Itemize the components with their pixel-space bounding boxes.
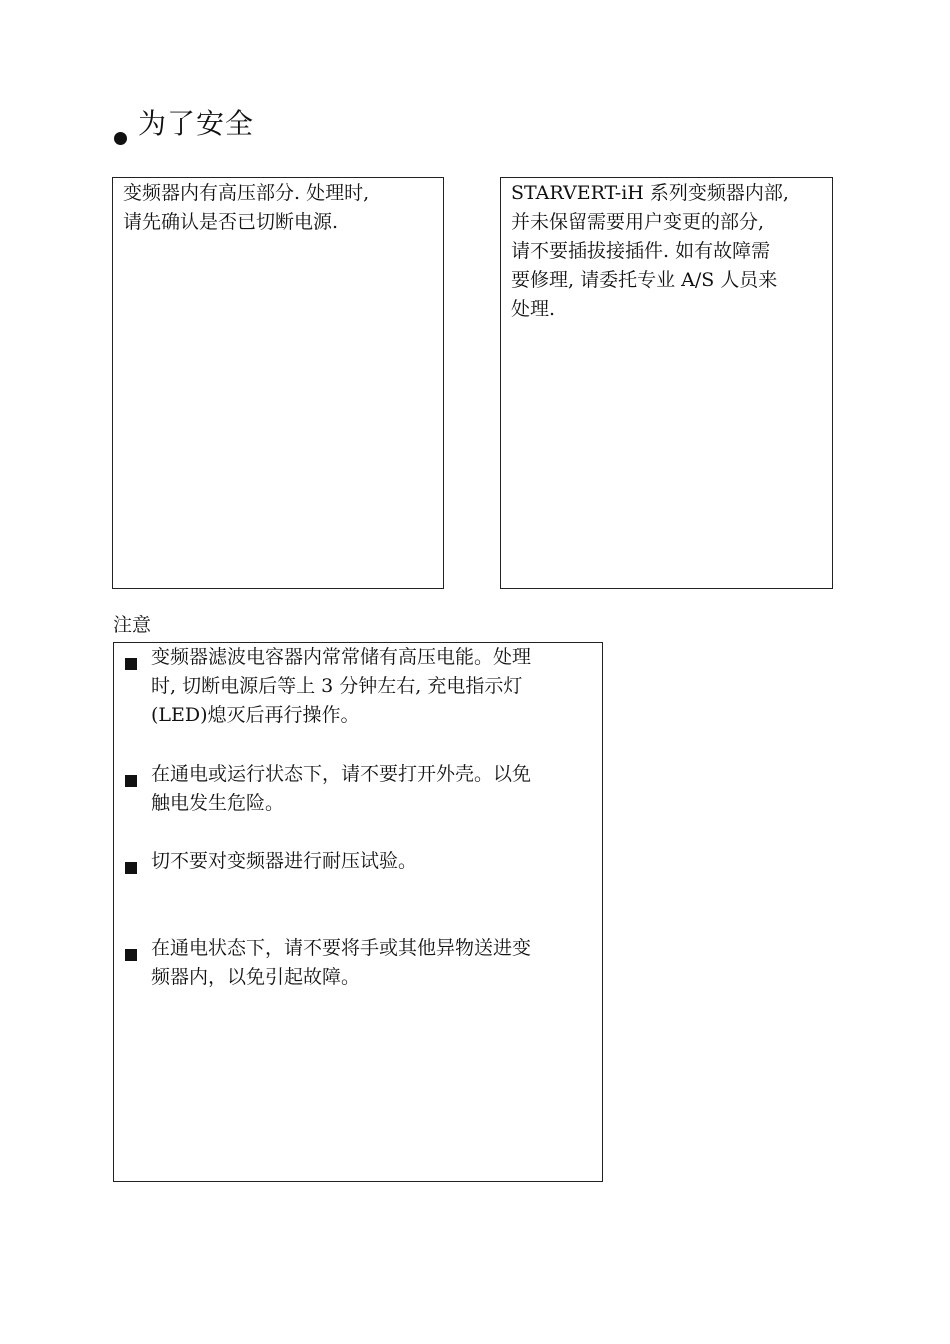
warning-text-no-user-parts: STARVERT-iH 系列变频器内部, 并未保留需要用户变更的部分, 请不要插拔接插件. 如有故障需 要修理, 请委托专业 A/S 人员来 处理.: [511, 182, 789, 320]
caution-item-text: 切不要对变频器进行耐压试验。: [151, 850, 418, 872]
round-bullet-icon: [114, 132, 127, 145]
warning-box-no-user-parts: [500, 177, 833, 589]
caution-item: [122, 760, 596, 818]
caution-box: [113, 642, 603, 1182]
caution-item: [122, 847, 596, 876]
square-bullet-icon: [125, 658, 137, 670]
square-bullet-icon: [125, 862, 137, 874]
caution-item: [122, 934, 596, 992]
caution-item-text: 在通电或运行状态下，请不要打开外壳。以免 触电发生危险。: [151, 763, 532, 814]
square-bullet-icon: [125, 949, 137, 961]
caution-item: [122, 643, 596, 730]
caution-item-text: 在通电状态下，请不要将手或其他异物送进变 频器内，以免引起故障。: [151, 937, 532, 988]
caution-item-text: 变频器滤波电容器内常常储有高压电能。处理 时, 切断电源后等上 3 分钟左右, 充电指示灯 (LED)熄灭后再行操作。: [151, 646, 532, 726]
section-heading: [114, 104, 254, 152]
warning-text-high-voltage: 变频器内有高压部分. 处理时, 请先确认是否已切断电源.: [123, 182, 370, 233]
warning-box-high-voltage: [112, 177, 444, 589]
square-bullet-icon: [125, 775, 137, 787]
caution-label: 注意: [113, 614, 152, 636]
section-title: 为了安全: [138, 107, 255, 140]
